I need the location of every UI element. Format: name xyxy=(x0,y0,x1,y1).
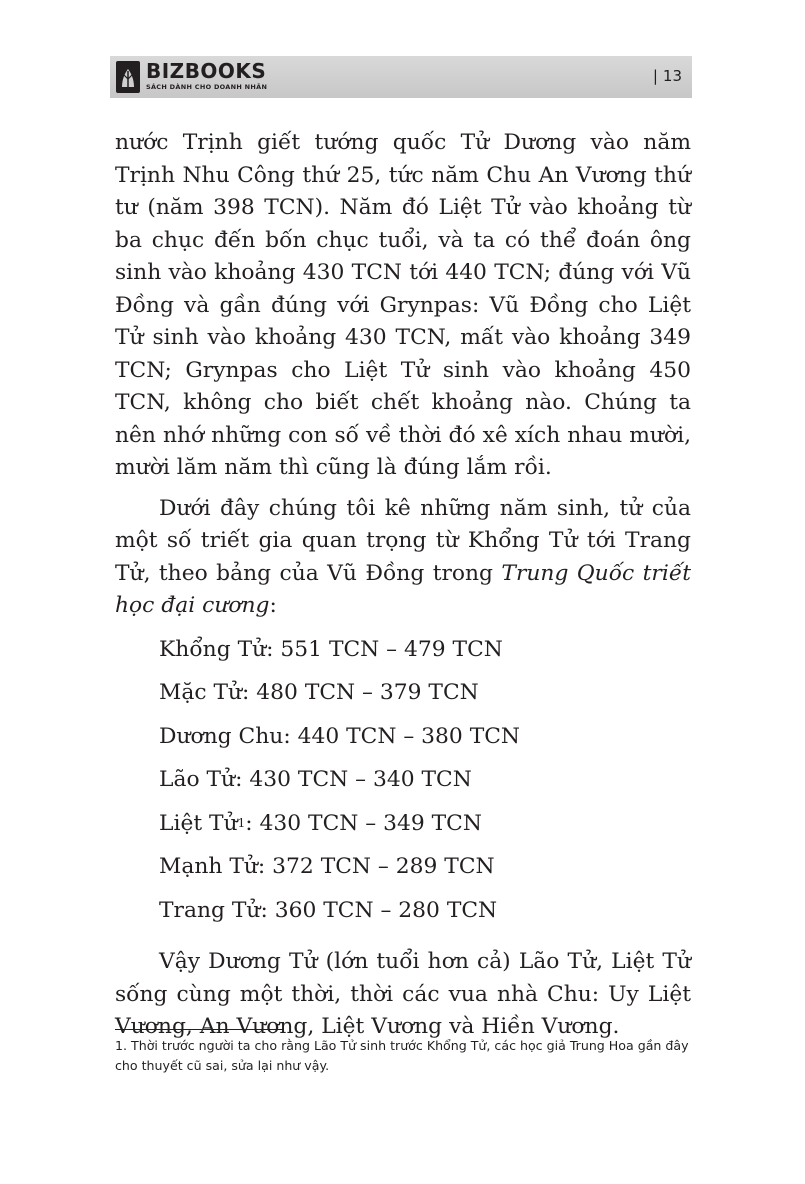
philosopher-name: Khổng Tử xyxy=(159,636,267,662)
philosopher-dates: : 372 TCN – 289 TCN xyxy=(257,854,495,879)
philosopher-name: Dương Chu xyxy=(159,723,284,749)
page-number: 13 xyxy=(662,67,682,85)
brand-tagline: SÁCH DÀNH CHO DOANH NHÂN xyxy=(146,83,268,91)
page-body xyxy=(115,127,691,1044)
list-item xyxy=(115,764,691,808)
philosopher-dates: : 430 TCN – 340 TCN xyxy=(235,767,472,792)
list-item xyxy=(115,808,691,852)
philosopher-dates: : 440 TCN – 380 TCN xyxy=(283,723,520,749)
paragraph-2 xyxy=(115,493,691,623)
page-number-area xyxy=(653,67,682,85)
list-item xyxy=(115,634,691,678)
bizbooks-logo-icon xyxy=(116,61,140,93)
philosopher-name: Trang Tử xyxy=(159,897,261,923)
footnote: 1. Thời trước người ta cho rằng Lão Tử sinh trước Khổng Tử, các học giả Trung Hoa gần đây cho thuyết cũ sai, sửa lại như vậy. xyxy=(115,1038,689,1073)
list-item xyxy=(115,851,691,895)
paragraph-2-end: : xyxy=(269,593,277,618)
paragraph-3: Vậy Dương Tử (lớn tuổi hơn cả) Lão Tử, Liệt Tử sống cùng một thời, thời các vua nhà Chu: Uy Liệt Vương, An Vương, Liệt Vương và Hiền Vương. xyxy=(115,949,691,1039)
list-item xyxy=(115,677,691,721)
philosopher-dates: : 480 TCN – 379 TCN xyxy=(242,680,479,705)
philosopher-name: Mạnh Tử xyxy=(159,854,258,879)
footnote-marker[interactable]: 1 xyxy=(237,815,246,830)
book-title: Trung Quốc triết học đại cương xyxy=(115,560,691,618)
philosopher-dates: : 360 TCN – 280 TCN xyxy=(260,897,498,923)
philosopher-list xyxy=(115,634,691,939)
page-number-separator: | xyxy=(652,67,658,85)
philosopher-name: Lão Tử xyxy=(159,767,236,792)
paragraph-1: nước Trịnh giết tướng quốc Tử Dương vào năm Trịnh Nhu Công thứ 25, tức năm Chu An Vương thứ tư (năm 398 TCN). Năm đó Liệt Tử vào khoảng từ ba chục đến bốn chục tuổi, và ta có thể đoán ông sinh vào khoảng 430 TCN tới 440 TCN; đúng với Vũ Đồng và gần đúng với Grynpas: Vũ Đồng cho Liệt Tử sinh vào khoảng 430 TCN, mất vào khoảng 349 TCN; Grynpas cho Liệt Tử sinh vào khoảng 450 TCN, không cho biết chết khoảng nào. Chúng ta nên nhớ những con số về thời đó xê xích nhau mười, mười lăm năm thì cũng là đúng lắm rồi. xyxy=(115,130,691,480)
philosopher-dates: : 430 TCN – 349 TCN xyxy=(245,810,482,836)
philosopher-name: Liệt Tử xyxy=(159,810,238,836)
paragraph-2-text: Dưới đây chúng tôi kê những năm sinh, tử của một số triết gia quan trọng từ Khổng Tử tới Trang Tử, theo bảng của Vũ Đồng trong xyxy=(115,495,691,586)
philosopher-name: Mặc Tử xyxy=(159,680,243,705)
brand-name: BIZBOOKS xyxy=(146,59,267,83)
page-header xyxy=(110,56,692,98)
list-item xyxy=(115,895,691,939)
philosopher-dates: : 551 TCN – 479 TCN xyxy=(266,636,503,662)
footnote-divider xyxy=(115,1029,283,1030)
list-item xyxy=(115,721,691,765)
